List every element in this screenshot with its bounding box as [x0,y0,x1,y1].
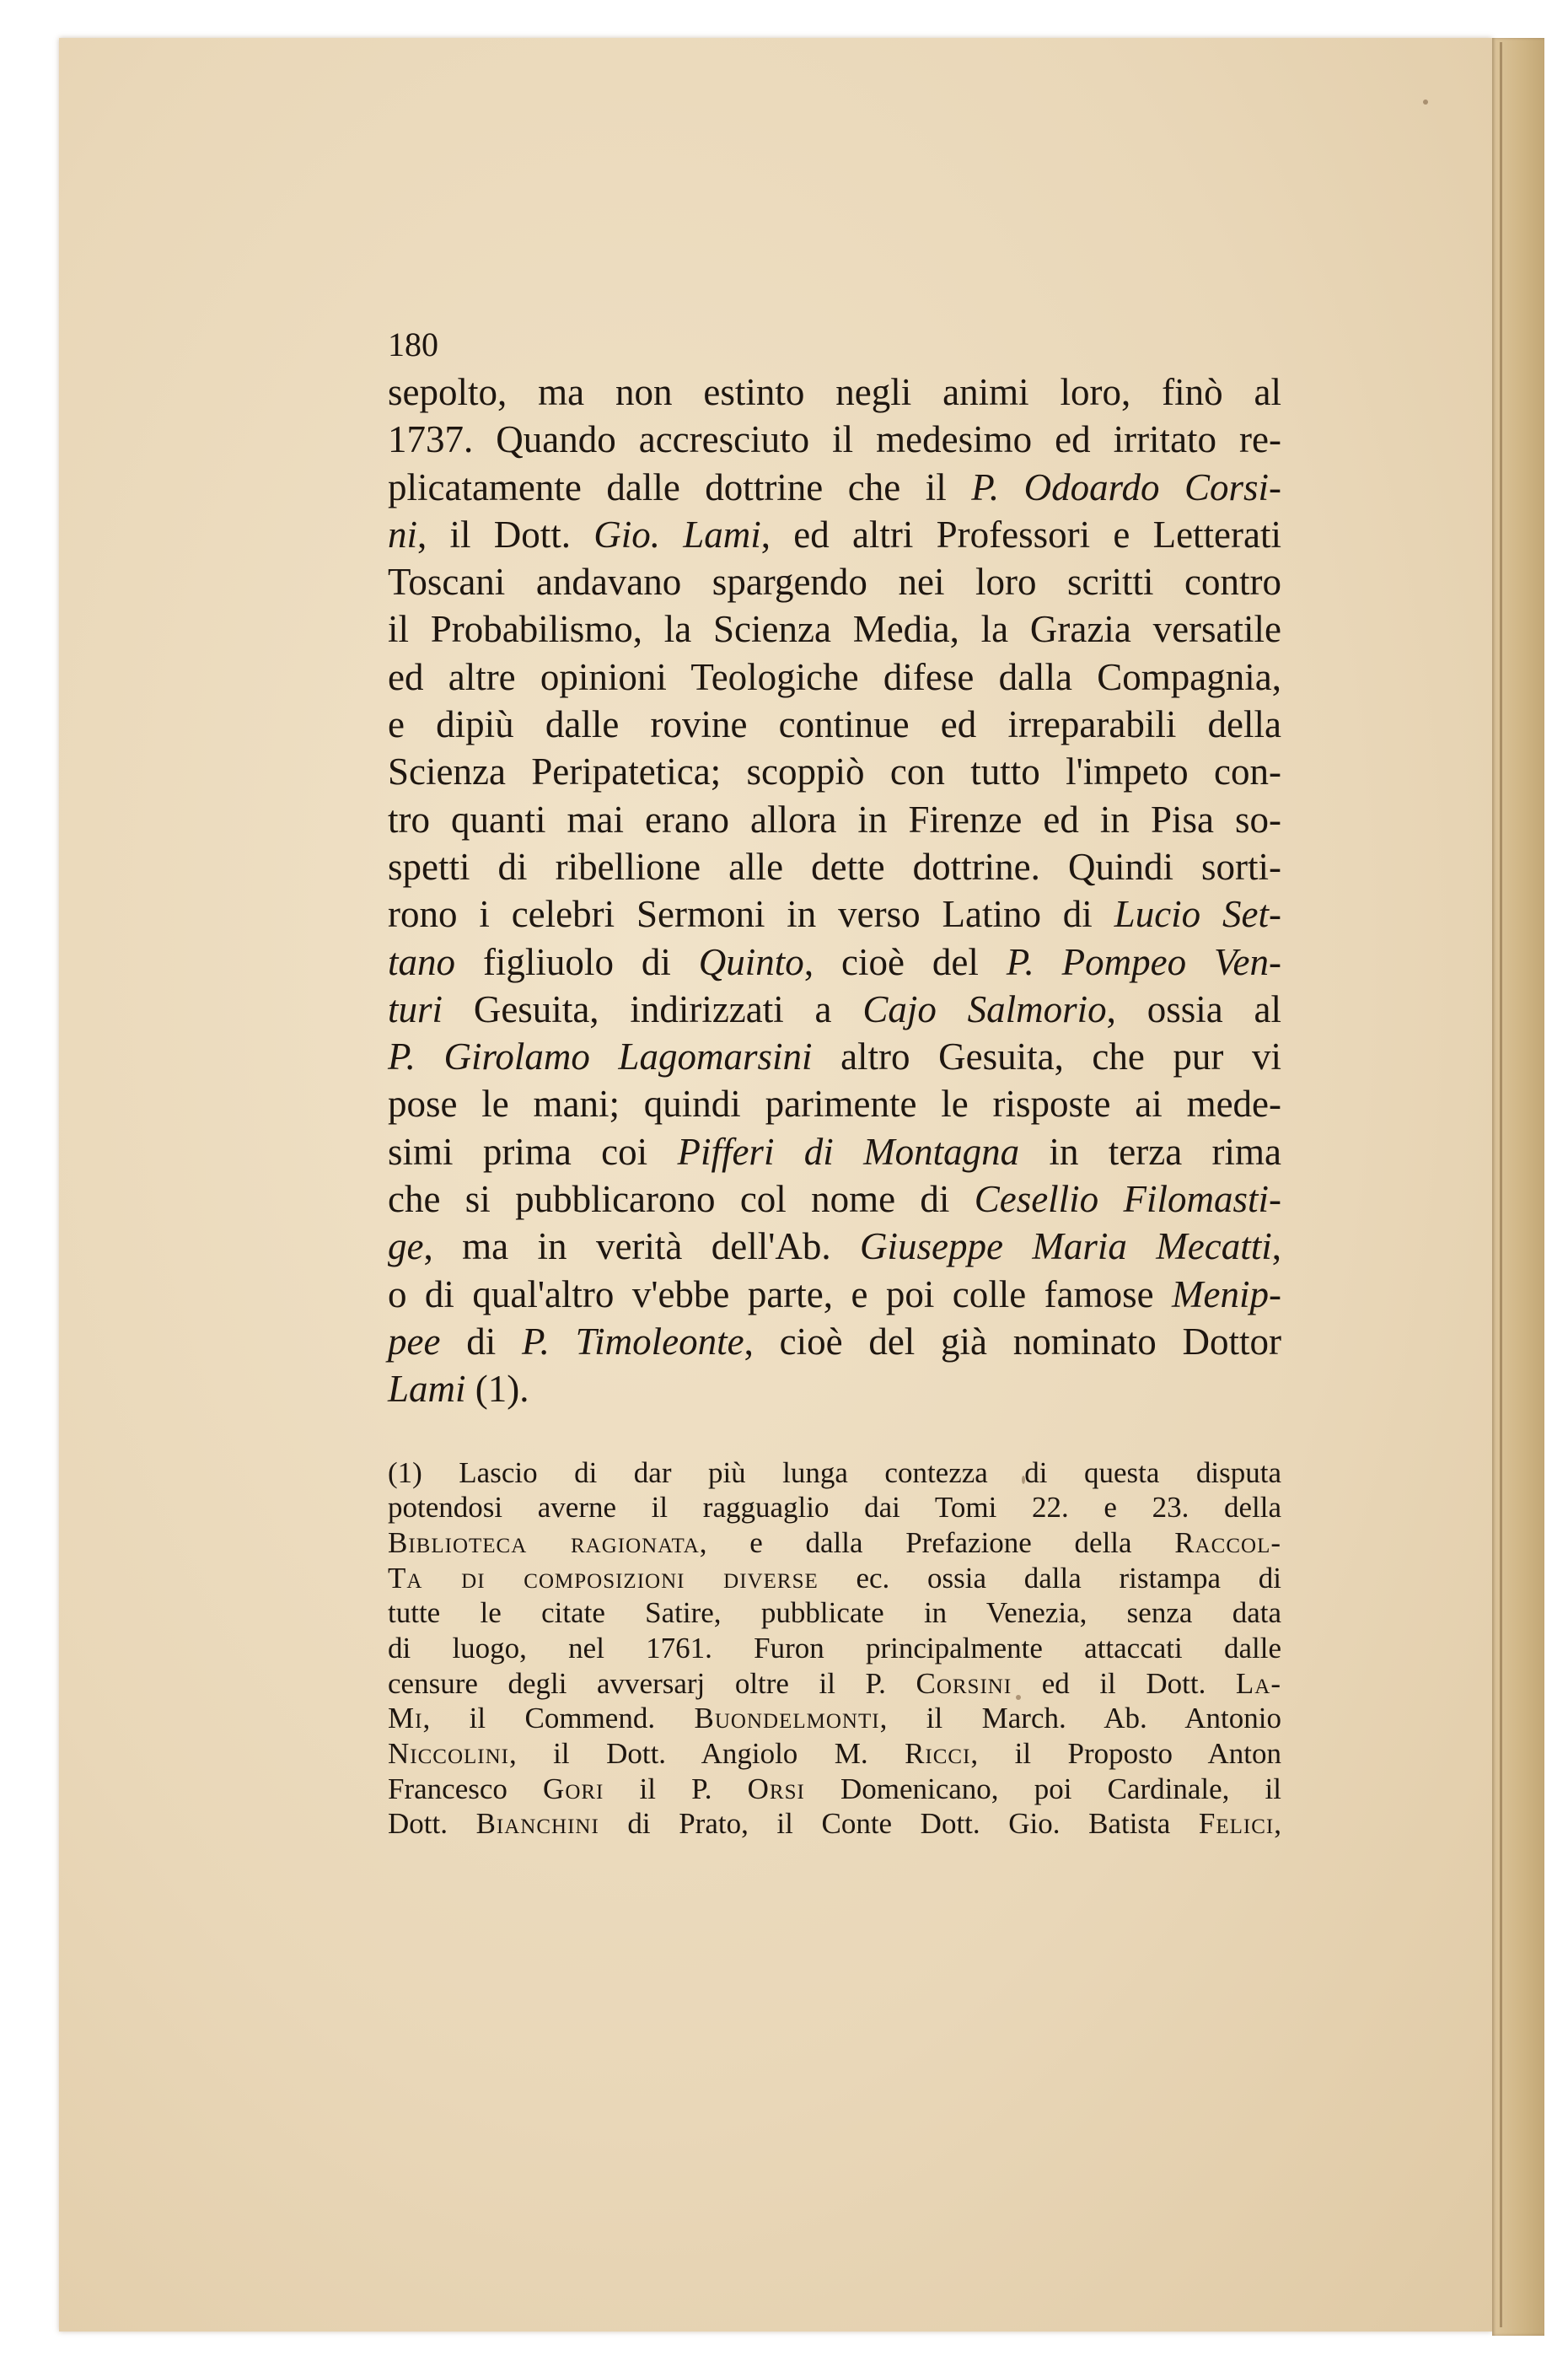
footnote-line: censure degli avversarj oltre il P. Corsini ed il Dott. La- [388,1666,1281,1700]
text-line: il Probabilismo, la Scienza Media, la Grazia versatile [388,608,1281,651]
footnote-line: Francesco Gori il P. Orsi Domenicano, poi Cardinale, il [388,1772,1281,1805]
paper-fleck [1423,99,1428,105]
text-line: tano figliuolo di Quinto, cioè del P. Pompeo Ven- [388,940,1281,983]
text-line: ni, il Dott. Gio. Lami, ed altri Professori e Letterati [388,513,1281,556]
text-line: ge, ma in verità dell'Ab. Giuseppe Maria Mecatti, [388,1225,1281,1268]
footnote-line: Mi, il Commend. Buondelmonti, il March. Ab. Antonio [388,1702,1281,1735]
page-gutter-line [1500,42,1502,2327]
page-number: 180 [388,325,438,363]
text-line: e dipiù dalle rovine continue ed irreparabili della [388,703,1281,746]
footnote-line: Biblioteca ragionata, e dalla Prefazione della Raccol- [388,1525,1281,1559]
footnote [388,1455,1281,1842]
footnote-line: tutte le citate Satire, pubblicate in Venezia, senza data [388,1596,1281,1630]
text-line: P. Girolamo Lagomarsini altro Gesuita, che pur vi [388,1035,1281,1078]
text-line: plicatamente dalle dottrine che il P. Odoardo Corsi- [388,465,1281,508]
text-line: simi prima coi Pifferi di Montagna in terza rima [388,1130,1281,1173]
text-line: Scienza Peripatetica; scoppiò con tutto l'impeto con- [388,750,1281,793]
text-line: spetti di ribellione alle dette dottrine. Quindi sorti- [388,845,1281,888]
footnote-line: potendosi averne il ragguaglio dai Tomi 22. e 23. della [388,1491,1281,1525]
text-line: 1737. Quando accresciuto il medesimo ed irritato re- [388,418,1281,461]
text-line: che si pubblicarono col nome di Cesellio Filomasti- [388,1178,1281,1221]
text-line: turi Gesuita, indirizzati a Cajo Salmorio, ossia al [388,987,1281,1030]
text-line: o di qual'altro v'ebbe parte, e poi colle famose Menip- [388,1272,1281,1315]
footnote-line: Dott. Bianchini di Prato, il Conte Dott. Gio. Batista Felici, [388,1807,1281,1841]
text-line: Toscani andavano spargendo nei loro scritti contro [388,561,1281,604]
text-line: pee di P. Timoleonte, cioè del già nominato Dottor [388,1320,1281,1363]
text-line: Lami (1). [388,1368,529,1411]
footnote-line: (1) Lascio di dar più lunga contezza di questa disputa [388,1455,1281,1489]
body-text [388,368,1281,1413]
text-line: tro quanti mai erano allora in Firenze ed in Pisa so- [388,798,1281,841]
footnote-line: Niccolini, il Dott. Angiolo M. Ricci, il Proposto Anton [388,1737,1281,1771]
text-line: sepolto, ma non estinto negli animi loro, finò al [388,371,1281,413]
text-line: ed altre opinioni Teologiche difese dalla Compagnia, [388,655,1281,698]
page-text [388,325,1281,1842]
footnote-line: di luogo, nel 1761. Furon principalmente attaccati dalle [388,1631,1281,1665]
text-line: pose le mani; quindi parimente le risposte ai mede- [388,1083,1281,1126]
text-line: rono i celebri Sermoni in verso Latino di Lucio Set- [388,893,1281,936]
footnote-line: Ta di composizioni diverse ec. ossia dalla ristampa di [388,1561,1281,1595]
